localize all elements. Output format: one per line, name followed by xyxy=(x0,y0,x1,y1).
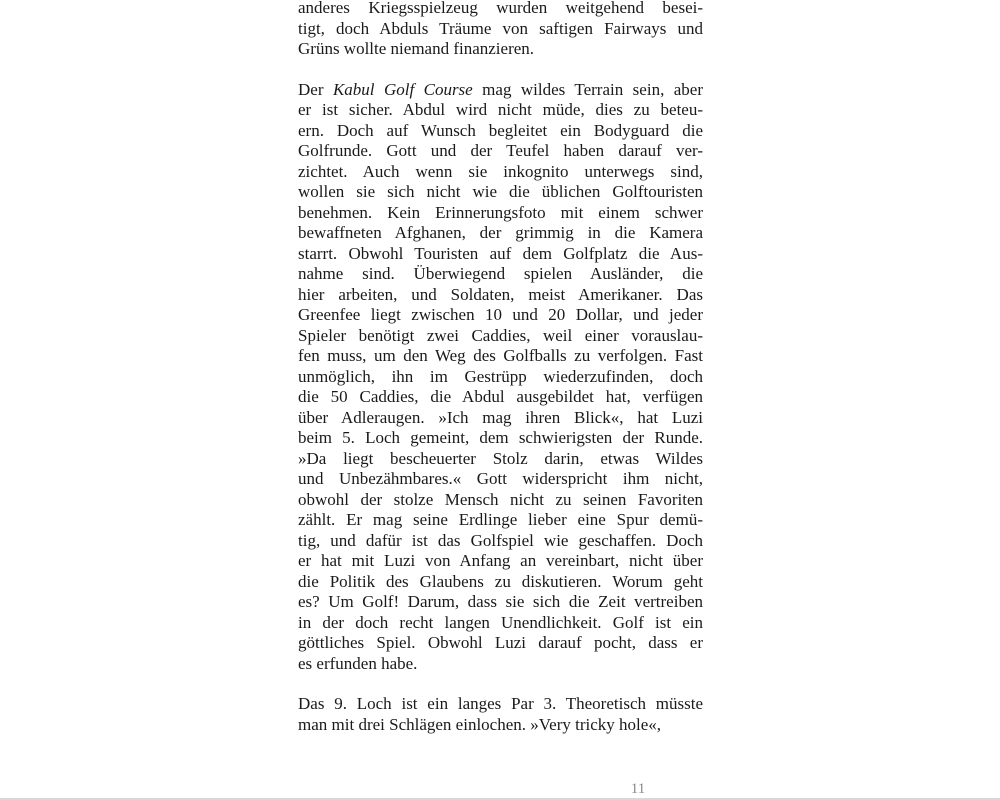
text-line: es? Um Golf! Darum, dass sie sich die Zeit vertreiben xyxy=(298,592,703,611)
text-line: Grüns wollte niemand finanzieren. xyxy=(298,39,535,58)
paragraph xyxy=(298,694,703,735)
text-line: Spieler benötigt zwei Caddies, weil einer vorauslau- xyxy=(298,325,703,345)
text-line: wollen sie sich nicht wie die üblichen Golftouristen xyxy=(298,182,703,201)
text-line: Das 9. Loch ist ein langes Par 3. Theoretisch müsste xyxy=(298,694,703,713)
text-line: zichtet. Auch wenn sie inkognito unterwegs sind, xyxy=(298,161,703,181)
text-line: in der doch recht langen Unendlichkeit. Golf ist ein xyxy=(298,612,703,632)
text-line: es erfunden habe. xyxy=(298,653,418,673)
page-number: 11 xyxy=(630,781,646,797)
text-line: die 50 Caddies, die Abdul ausgebildet hat, verfügen xyxy=(298,387,703,406)
text-line: Greenfee liegt zwischen 10 und 20 Dollar, und jeder xyxy=(298,305,703,324)
italic-text: Kabul Golf Course xyxy=(332,79,473,99)
text-line: die Politik des Glaubens zu diskutieren. Worum geht xyxy=(298,571,703,591)
text-line: tig, und dafür ist das Golfspiel wie geschaffen. Doch xyxy=(298,530,703,550)
text-line: »Da liegt bescheuerter Stolz darin, etwas Wildes xyxy=(298,448,703,468)
text-block xyxy=(298,0,703,735)
text-line: obwohl der stolze Mensch nicht zu seinen Favoriten xyxy=(298,489,703,509)
text-line: und Unbezähmbares.« Gott widerspricht ihm nicht, xyxy=(298,469,703,488)
text-line: starrt. Obwohl Touristen auf dem Golfplatz die Aus- xyxy=(298,243,703,263)
text-line: göttliches Spiel. Obwohl Luzi darauf pocht, dass er xyxy=(298,633,703,652)
text-line: Der Kabul Golf Course mag wildes Terrain sein, aber xyxy=(298,79,704,99)
paragraph xyxy=(298,0,703,60)
text-line: anderes Kriegsspielzeug wurden weitgehend besei- xyxy=(298,0,703,17)
text-line: hier arbeiten, und Soldaten, meist Amerikaner. Das xyxy=(298,284,703,304)
text-line: fen muss, um den Weg des Golfballs zu verfolgen. Fast xyxy=(298,346,703,365)
text-line: über Adleraugen. »Ich mag ihren Blick«, hat Luzi xyxy=(298,407,703,427)
text-line: nahme sind. Überwiegend spielen Ausländer, die xyxy=(298,264,703,283)
text-line: man mit drei Schlägen einlochen. »Very tricky hole«, xyxy=(298,714,662,734)
text-line: beim 5. Loch gemeint, dem schwierigsten der Runde. xyxy=(298,428,703,447)
text-line: ern. Doch auf Wunsch begleitet ein Bodyguard die xyxy=(298,120,703,140)
paragraph xyxy=(298,80,703,675)
text-line: er hat mit Luzi von Anfang an vereinbart, nicht über xyxy=(298,551,703,570)
text-line: Golfrunde. Gott und der Teufel haben darauf ver- xyxy=(298,141,703,160)
text-line: er ist sicher. Abdul wird nicht müde, dies zu beteu- xyxy=(298,100,703,119)
text-line: benehmen. Kein Erinnerungsfoto mit einem schwer xyxy=(298,202,703,222)
text-line: unmöglich, ihn im Gestrüpp wiederzufinden, doch xyxy=(298,366,703,386)
text-line: zählt. Er mag seine Erdlinge lieber eine Spur demü- xyxy=(298,510,703,529)
text-line: tigt, doch Abduls Träume von saftigen Fairways und xyxy=(298,18,703,38)
text-line: bewaffneten Afghanen, der grimmig in die Kamera xyxy=(298,223,703,242)
